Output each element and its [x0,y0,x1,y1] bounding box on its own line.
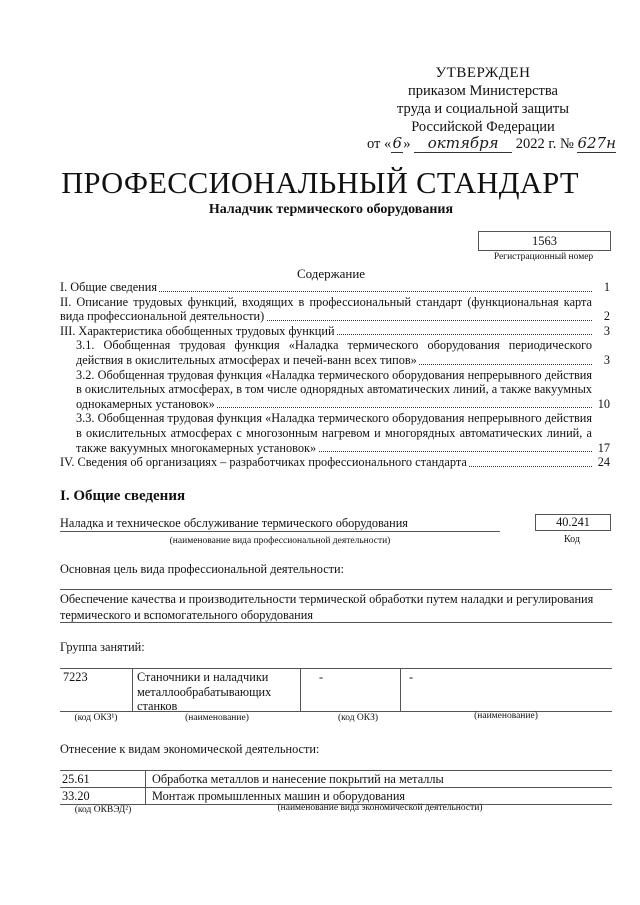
table-of-contents [60,280,610,470]
toc-entry[interactable] [60,295,610,324]
toc-entry[interactable] [60,411,610,455]
approval-heading: УТВЕРЖДЕН [435,65,531,81]
okz-name-caption-2: (наименование) [474,711,538,721]
okz-code-2: - [319,670,324,684]
okz-name-2: - [409,670,414,684]
toc-entry-text: I. Общие сведения [60,280,157,294]
okved-table [60,770,612,805]
activity-name: Наладка и техническое обслуживание термического оборудования [60,516,500,532]
okz-name-1: Станочники и наладчики металлообрабатывающих станков [137,670,272,713]
toc-entry[interactable] [60,324,610,339]
date-month: октября [414,134,512,153]
registration-label: Регистрационный номер [493,252,594,262]
goal-label: Основная цель вида профессиональной деятельности: [60,562,345,576]
date-prefix: от « [367,136,392,152]
toc-entry-text: III. Характеристика обобщенных трудовых функций [60,323,335,338]
goal-text: Обеспечение качества и производительности термической обработки путем наладки и регулирования термического и вспомогательного оборудования [60,589,612,623]
okved-code: 33.20 [62,789,90,803]
toc-entry-text: II. Описание трудовых функций, входящих в профессиональный стандарт (функциональная карта вида профессиональной деятельности) [60,294,592,324]
toc-entry-page: 3 [603,352,610,367]
toc-entry-text: 3.1. Обобщенная трудовая функция «Наладка термического оборудования периодического действия в окислительных атмосферах и печей-ванн всех типов» [76,338,592,367]
document-title: ПРОФЕССИОНАЛЬНЫЙ СТАНДАРТ [61,166,579,200]
toc-title: Содержание [296,266,366,281]
approval-date-line [367,134,616,153]
approval-line-2: приказом Министерства [408,83,558,99]
toc-entry[interactable] [60,368,610,412]
okz-name-caption-1: (наименование) [185,713,249,723]
date-day: 6 [392,134,403,152]
date-mid: » [403,136,411,152]
approval-block [358,64,608,136]
okz-code-caption-2: (код ОКЗ) [337,713,379,723]
occupation-table [60,668,612,712]
toc-entry-page: 2 [603,309,610,324]
toc-entry[interactable] [60,280,610,295]
section-heading: I. Общие сведения [60,488,186,504]
okved-code: 25.61 [62,772,90,786]
toc-entry[interactable] [60,338,610,367]
toc-entry-page: 17 [597,440,610,455]
occupation-label: Группа занятий: [60,640,145,654]
code-label: Код [564,534,580,545]
activity-code-box: 40.241 [535,514,611,531]
toc-entry-page: 3 [603,323,610,338]
toc-entry-text: 3.2. Обобщенная трудовая функция «Наладка термического оборудования непрерывного действия в окислительных атмосферах, в том числе однорядных автоматических линий, а также вакуумных однокамерных установок» [76,367,592,411]
toc-entry-page: 1 [603,280,610,294]
okved-name: Монтаж промышленных машин и оборудования [152,789,406,803]
approval-line-4: Российской Федерации [411,119,555,135]
activity-caption: (наименование вида профессиональной деятельности) [169,536,391,546]
order-number: 627н [577,134,616,152]
table-row [60,770,612,788]
okved-code-caption: (код ОКВЭД²) [74,805,132,815]
toc-entry[interactable] [60,455,610,470]
date-year: 2022 г. № [515,136,574,152]
okved-name-caption: (наименование вида экономической деятельности) [277,803,483,813]
toc-entry-text: IV. Сведения об организациях – разработчиках профессионального стандарта [60,455,467,470]
approval-line-3: труда и социальной защиты [397,101,569,117]
registration-number-box: 1563 [478,231,611,251]
okz-code-1: 7223 [63,670,88,684]
toc-entry-page: 10 [597,396,610,411]
toc-entry-text: 3.3. Обобщенная трудовая функция «Наладка термического оборудования непрерывного действия в окислительных атмосферах с многозонным нагревом и многорядных автоматических линий, а также вакуумных многокамерных установок» [76,411,592,455]
okved-name: Обработка металлов и нанесение покрытий на металлы [152,772,444,786]
toc-entry-page: 24 [597,455,610,470]
profession-title: Наладчик термического оборудования [208,202,454,217]
okz-code-caption-1: (код ОКЗ¹) [74,713,118,723]
okved-label: Отнесение к видам экономической деятельности: [60,742,320,756]
